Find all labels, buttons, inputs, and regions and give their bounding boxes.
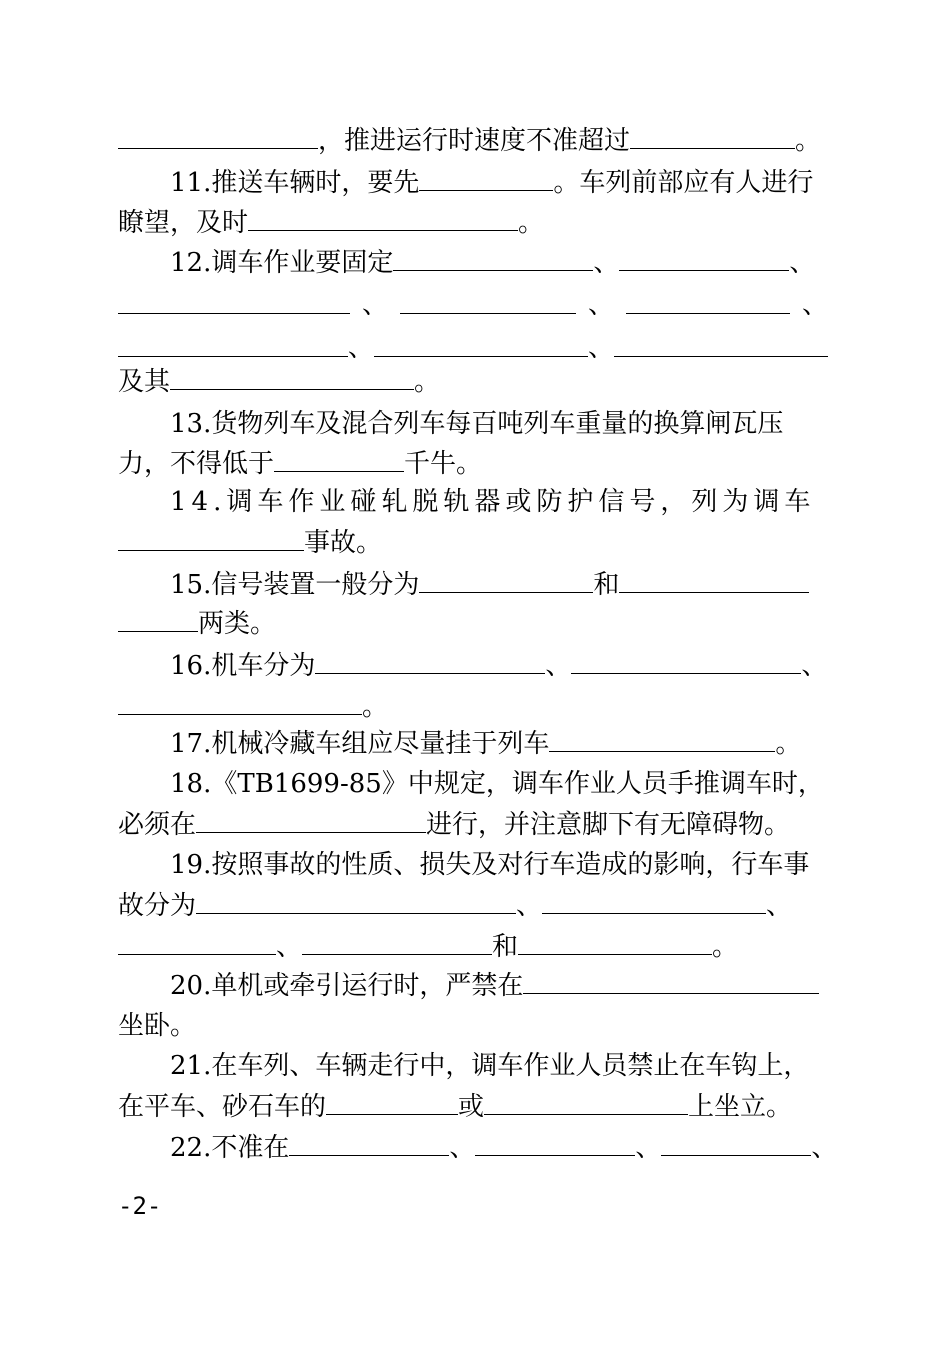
q21-text: 21.在车列、车辆走行中，调车作业人员禁止在车钩上， bbox=[170, 1051, 810, 1081]
q12-end: 。 bbox=[414, 367, 441, 397]
q20-line-2 bbox=[118, 1004, 828, 1048]
q21-line-1 bbox=[118, 1044, 828, 1088]
q19-line-3 bbox=[118, 924, 828, 968]
answer-blank[interactable] bbox=[571, 643, 801, 674]
q12-sep: 、 bbox=[347, 333, 374, 363]
q18-text-2: 必须在 bbox=[118, 810, 197, 840]
q20-text-2: 坐卧。 bbox=[118, 1011, 197, 1041]
answer-blank[interactable] bbox=[118, 924, 276, 955]
answer-blank[interactable] bbox=[118, 601, 198, 632]
q13-line-1 bbox=[118, 402, 828, 446]
q22-sep: 、 bbox=[811, 1133, 838, 1163]
answer-blank[interactable] bbox=[626, 283, 790, 314]
q19-text-3: 和 bbox=[492, 932, 519, 962]
page-number: -2- bbox=[118, 1192, 162, 1220]
q11-text: 11.推送车辆时，要先 bbox=[170, 168, 420, 198]
q17-text: 17.机械冷藏车组应尽量挂于列车 bbox=[170, 729, 550, 759]
answer-blank[interactable] bbox=[400, 283, 576, 314]
q20-text: 20.单机或牵引运行时，严禁在 bbox=[170, 971, 524, 1001]
answer-blank[interactable] bbox=[118, 520, 304, 551]
answer-blank[interactable] bbox=[419, 562, 593, 593]
q11-end: 。 bbox=[518, 208, 545, 238]
q13-line-2 bbox=[118, 441, 828, 485]
q15-line-2 bbox=[118, 601, 828, 645]
q10-tail-line bbox=[118, 118, 828, 162]
answer-blank[interactable] bbox=[518, 924, 712, 955]
q12-sep: 、 bbox=[587, 290, 614, 320]
q19-line-1 bbox=[118, 843, 828, 887]
q19-sep: 、 bbox=[766, 891, 793, 921]
q12-line-1 bbox=[118, 240, 828, 284]
q14-line-2 bbox=[118, 520, 828, 564]
q10-end: 。 bbox=[795, 126, 822, 156]
q19-sep: 、 bbox=[516, 891, 543, 921]
answer-blank[interactable] bbox=[274, 441, 404, 472]
q19-end: 。 bbox=[712, 932, 739, 962]
q13-text-2: 力，不得低于 bbox=[118, 449, 275, 479]
q18-line-1 bbox=[118, 762, 828, 806]
answer-blank[interactable] bbox=[475, 1125, 635, 1156]
q15-text-3: 两类。 bbox=[198, 609, 277, 639]
q18-text: 18.《TB1699-85》中规定，调车作业人员手推调车时， bbox=[170, 769, 824, 799]
answer-blank[interactable] bbox=[118, 684, 362, 715]
q17-line-1 bbox=[118, 721, 828, 765]
q21-text-2: 在平车、砂石车的 bbox=[118, 1092, 327, 1122]
answer-blank[interactable] bbox=[118, 118, 318, 149]
q17-end: 。 bbox=[775, 729, 802, 759]
answer-blank[interactable] bbox=[393, 240, 593, 271]
answer-blank[interactable] bbox=[523, 963, 819, 994]
answer-blank[interactable] bbox=[170, 359, 414, 390]
q22-line-1 bbox=[118, 1125, 838, 1169]
q11-text-3: 瞭望，及时 bbox=[118, 208, 249, 238]
answer-blank[interactable] bbox=[118, 283, 350, 314]
q22-sep: 、 bbox=[449, 1133, 476, 1163]
q11-line-2 bbox=[118, 200, 828, 244]
q12-sep: 、 bbox=[361, 290, 388, 320]
q20-line-1 bbox=[118, 963, 828, 1007]
q14-text: 14.调车作业碰轧脱轨器或防护信号，列为调车 bbox=[170, 487, 816, 517]
q12-line-4 bbox=[118, 359, 828, 403]
q14-text-2: 事故。 bbox=[304, 528, 383, 558]
q14-line-1 bbox=[118, 480, 828, 524]
q16-text: 16.机车分为 bbox=[170, 651, 316, 681]
q12-text-2: 及其 bbox=[118, 367, 171, 397]
answer-blank[interactable] bbox=[118, 326, 348, 357]
q22-text: 22.不准在 bbox=[170, 1133, 290, 1163]
q12-sep: 、 bbox=[587, 333, 614, 363]
q16-line-1 bbox=[118, 643, 828, 687]
q12-sep: 、 bbox=[593, 248, 620, 278]
q15-text-2: 和 bbox=[593, 570, 620, 600]
q21-line-2 bbox=[118, 1084, 828, 1128]
answer-blank[interactable] bbox=[196, 802, 426, 833]
answer-blank[interactable] bbox=[619, 240, 789, 271]
q19-text-2: 故分为 bbox=[118, 891, 197, 921]
q13-text: 13.货物列车及混合列车每百吨列车重量的换算闸瓦压 bbox=[170, 409, 784, 439]
answer-blank[interactable] bbox=[196, 883, 516, 914]
answer-blank[interactable] bbox=[302, 924, 492, 955]
answer-blank[interactable] bbox=[630, 118, 795, 149]
answer-blank[interactable] bbox=[484, 1084, 688, 1115]
q21-text-4: 上坐立。 bbox=[688, 1092, 793, 1122]
q19-line-2 bbox=[118, 883, 828, 927]
q10-text: ，推进运行时速度不准超过 bbox=[318, 126, 631, 156]
answer-blank[interactable] bbox=[289, 1125, 449, 1156]
answer-blank[interactable] bbox=[614, 326, 828, 357]
answer-blank[interactable] bbox=[542, 883, 766, 914]
answer-blank[interactable] bbox=[419, 160, 553, 191]
answer-blank[interactable] bbox=[326, 1084, 458, 1115]
q16-sep: 、 bbox=[545, 651, 572, 681]
q22-sep: 、 bbox=[635, 1133, 662, 1163]
q16-end: 。 bbox=[362, 692, 389, 722]
q19-text: 19.按照事故的性质、损失及对行车造成的影响，行车事 bbox=[170, 850, 810, 880]
q15-text: 15.信号装置一般分为 bbox=[170, 570, 420, 600]
q13-text-3: 千牛。 bbox=[404, 449, 483, 479]
answer-blank[interactable] bbox=[315, 643, 545, 674]
q12-sep: 、 bbox=[801, 290, 828, 320]
q18-text-3: 进行，并注意脚下有无障碍物。 bbox=[426, 810, 791, 840]
q12-sep: 、 bbox=[789, 248, 816, 278]
q12-text: 12.调车作业要固定 bbox=[170, 248, 394, 278]
answer-blank[interactable] bbox=[549, 721, 775, 752]
q15-line-1 bbox=[118, 562, 828, 606]
q19-sep: 、 bbox=[276, 932, 303, 962]
q16-sep: 、 bbox=[801, 651, 828, 681]
q12-line-2 bbox=[118, 283, 828, 327]
q11-text-2: 。车列前部应有人进行 bbox=[553, 168, 814, 198]
answer-blank[interactable] bbox=[248, 200, 518, 231]
answer-blank[interactable] bbox=[374, 326, 588, 357]
answer-blank[interactable] bbox=[619, 562, 809, 593]
answer-blank[interactable] bbox=[661, 1125, 811, 1156]
q21-text-3: 或 bbox=[458, 1092, 485, 1122]
q18-line-2 bbox=[118, 802, 828, 846]
q11-line-1 bbox=[118, 160, 828, 204]
